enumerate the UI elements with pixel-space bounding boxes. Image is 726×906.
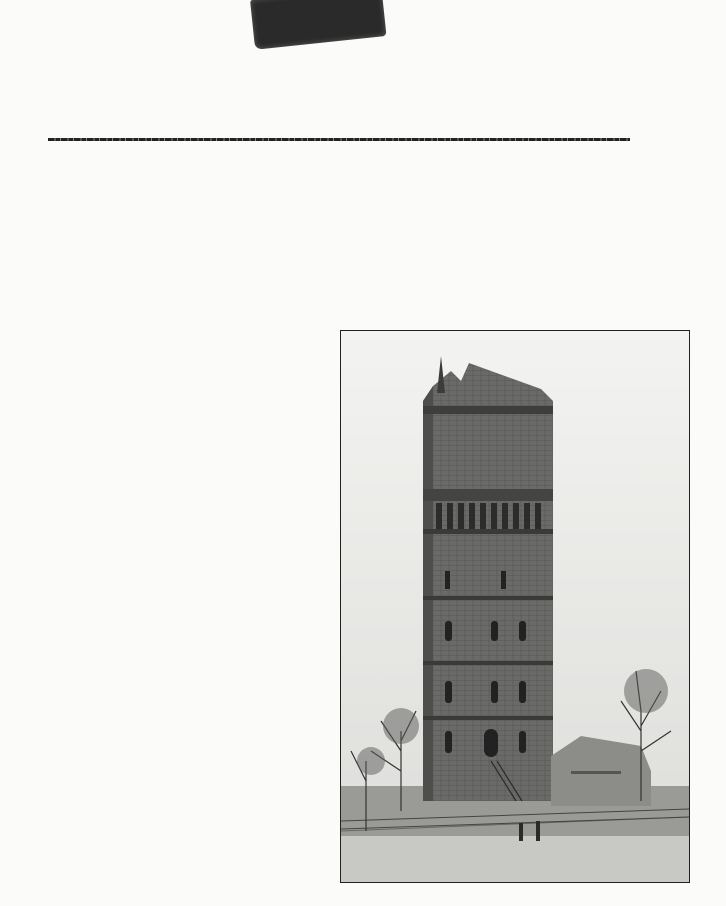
water-tower-illustration [341,331,689,882]
masthead-rule [48,138,630,141]
water-tower-photo [340,330,690,883]
masthead-news [55,92,635,126]
masthead-visual-artists [6,56,478,88]
winter-stamp [250,0,387,50]
